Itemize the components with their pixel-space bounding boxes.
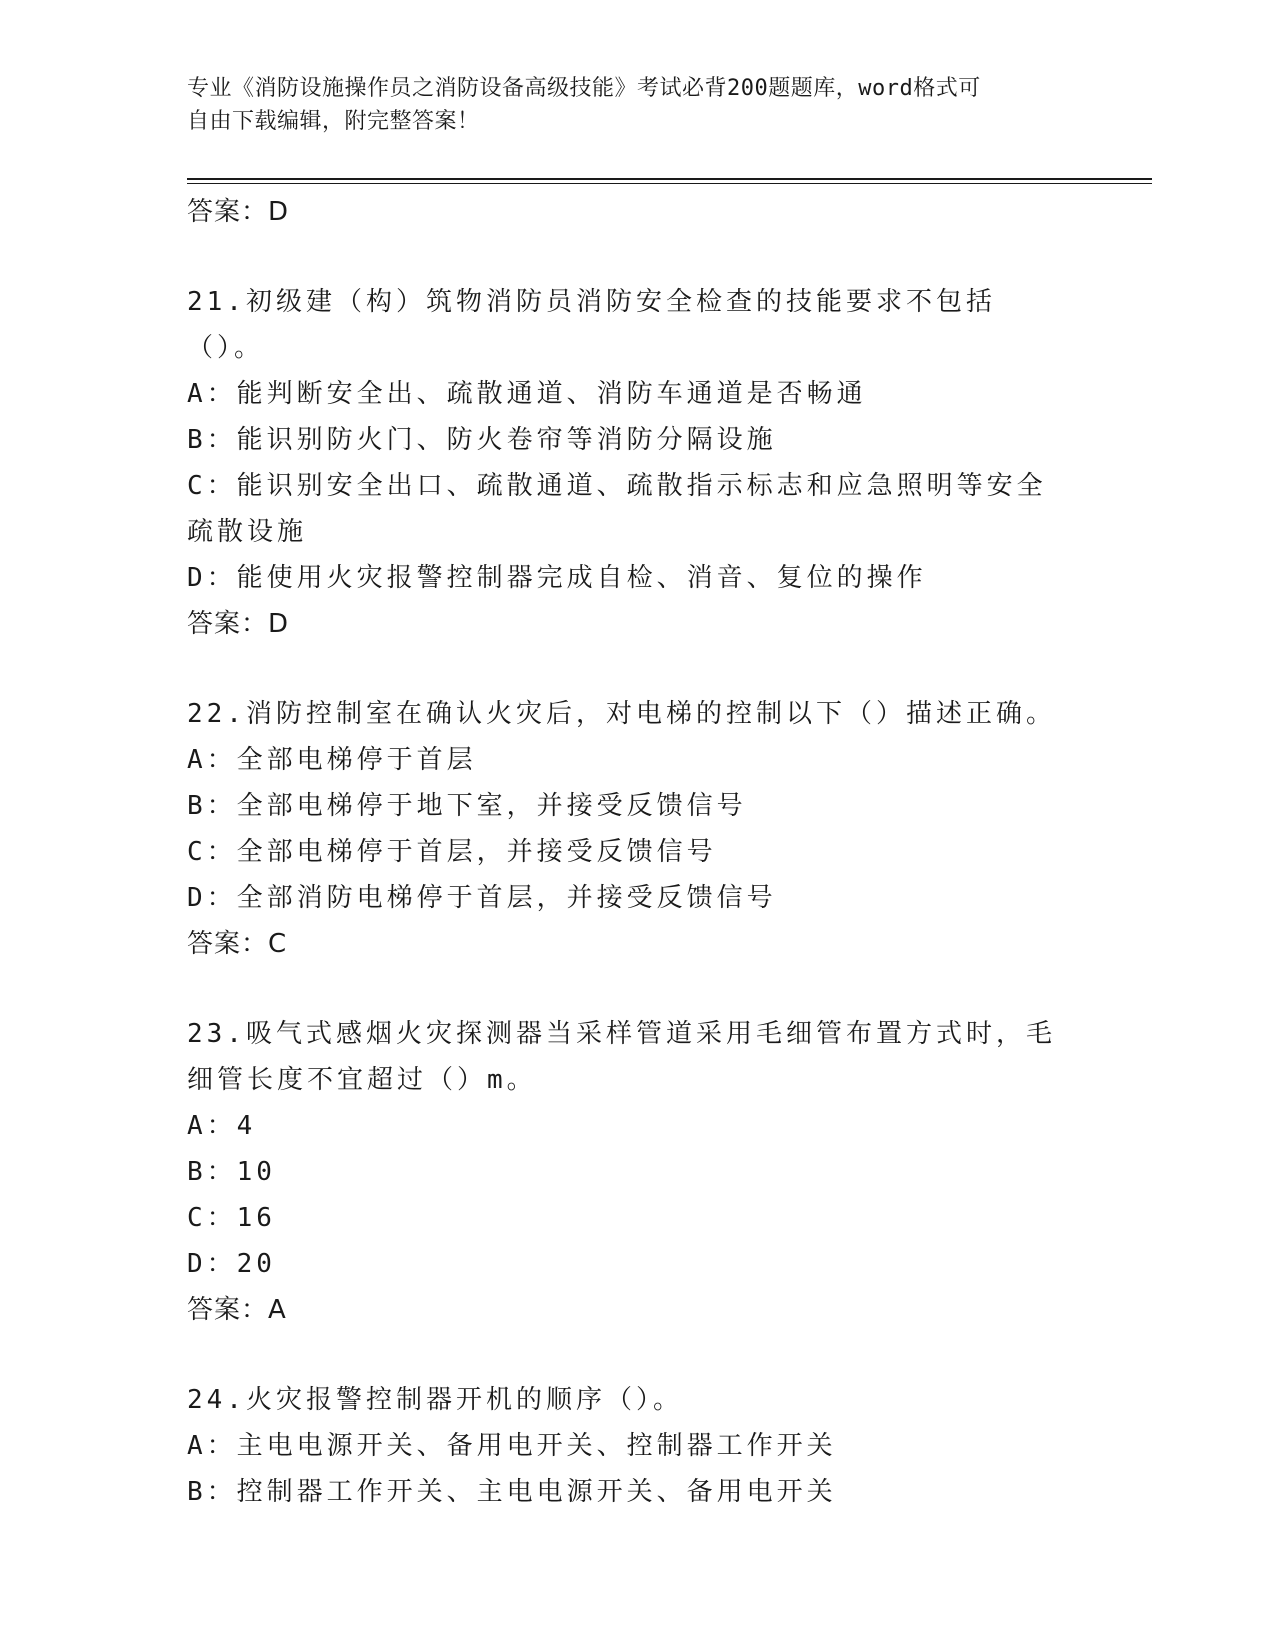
option-b: B：全部电梯停于地下室，并接受反馈信号	[187, 791, 747, 821]
header-line-2: 自由下载编辑，附完整答案！	[187, 109, 480, 134]
answer: 答案：D	[187, 609, 290, 639]
document-body	[187, 189, 1087, 1515]
question-text: 21.初级建（构）筑物消防员消防安全检查的技能要求不包括（）。	[187, 287, 996, 363]
document-header	[187, 72, 1067, 138]
option-b: B：能识别防火门、防火卷帘等消防分隔设施	[187, 425, 777, 455]
question-text: 24.火灾报警控制器开机的顺序（）。	[187, 1385, 683, 1415]
option-d: D：全部消防电梯停于首层，并接受反馈信号	[187, 883, 777, 913]
option-c: C：全部电梯停于首层，并接受反馈信号	[187, 837, 717, 867]
answer: 答案：A	[187, 1295, 287, 1325]
header-line-1: 专业《消防设施操作员之消防设备高级技能》考试必背200题题库，word格式可	[187, 76, 981, 101]
option-b: B：控制器工作开关、主电电源开关、备用电开关	[187, 1477, 837, 1507]
previous-answer: 答案：D	[187, 197, 290, 227]
header-divider-thin	[187, 183, 1152, 184]
option-d: D：20	[187, 1249, 276, 1279]
option-a: A：能判断安全出、疏散通道、消防车通道是否畅通	[187, 379, 867, 409]
answer: 答案：C	[187, 929, 288, 959]
option-b: B：10	[187, 1157, 276, 1187]
option-a: A：4	[187, 1111, 257, 1141]
option-d: D：能使用火灾报警控制器完成自检、消音、复位的操作	[187, 563, 927, 593]
question-text: 22.消防控制室在确认火灾后，对电梯的控制以下（）描述正确。	[187, 699, 1056, 729]
question-21	[187, 279, 1087, 647]
question-24	[187, 1377, 1087, 1515]
header-divider-thick	[187, 178, 1152, 180]
question-22	[187, 691, 1087, 967]
question-23	[187, 1011, 1087, 1333]
option-c: C：16	[187, 1203, 276, 1233]
question-text: 23.吸气式感烟火灾探测器当采样管道采用毛细管布置方式时，毛细管长度不宜超过（）m。	[187, 1019, 1056, 1095]
option-a: A：主电电源开关、备用电开关、控制器工作开关	[187, 1431, 837, 1461]
option-a: A：全部电梯停于首层	[187, 745, 477, 775]
option-c: C：能识别安全出口、疏散通道、疏散指示标志和应急照明等安全疏散设施	[187, 471, 1047, 547]
